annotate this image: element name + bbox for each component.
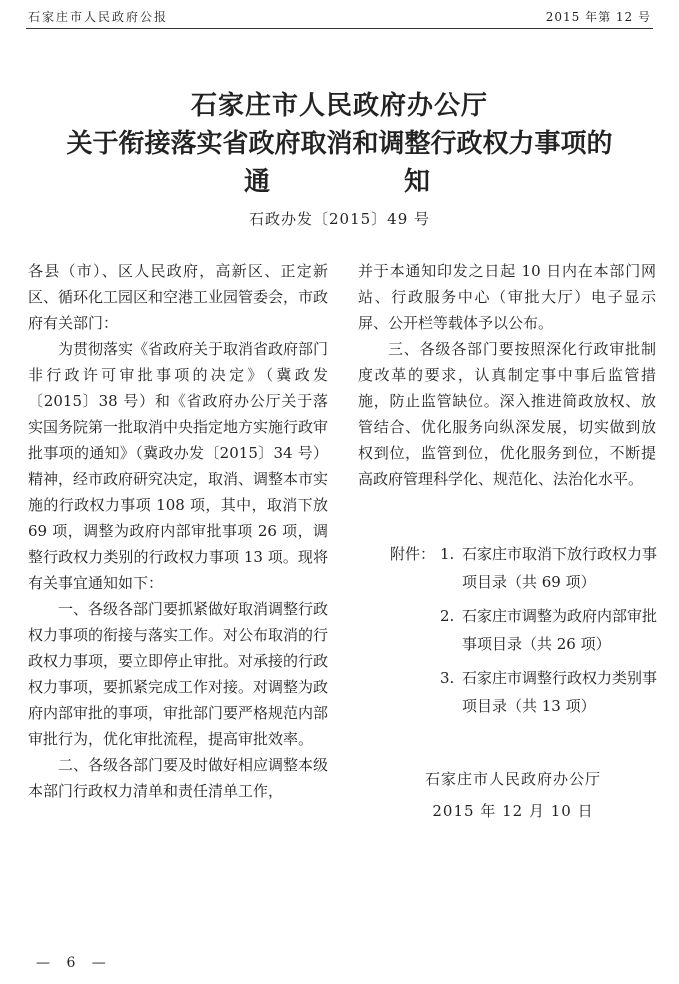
body-paragraph-2-start: 二、各级各部门要及时做好相应调整本级本部门行政权力清单和责任清单工作， [28, 756, 329, 800]
signature-organization: 石家庄市人民政府办公厅 [424, 770, 601, 788]
body-paragraph-3: 三、各级各部门要按照深化行政审批制度改革的要求，认真制定事中事后监管措施，防止监管缺位。深入推进简政放权、放管结合、优化服务向纵深发展，切实做到放权到位，监管到位，优化服务到位，不断提高政府管理科学化、规范化、法治化水平。 [358, 340, 656, 488]
page-number: — 6 — [36, 955, 112, 971]
running-header-issue: 2015 年第 12 号 [545, 10, 651, 24]
running-header-title: 石家庄市人民政府公报 [28, 10, 169, 24]
left-column [28, 258, 328, 804]
header-rule [26, 28, 653, 29]
attachment-item [390, 540, 660, 596]
doc-title-line-1: 石家庄市人民政府办公厅 [190, 91, 488, 121]
attachments-list [390, 540, 660, 720]
doc-title-line-2: 关于衔接落实省政府取消和调整行政权力事项的 [66, 129, 613, 159]
attachment-item [390, 602, 660, 658]
signature-date: 2015 年 12 月 10 日 [432, 802, 594, 820]
attachments-label: 附件： [390, 545, 436, 563]
body-paragraph-2-end: 并于本通知印发之日起 10 日内在本部门网站、行政服务中心（审批大厅）电子显示屏、公开栏等载体予以公布。 [358, 262, 656, 332]
attachment-number: 2. [440, 607, 455, 625]
doc-title-char-zhi: 知 [404, 167, 431, 197]
doc-title-char-tong: 通 [244, 167, 271, 197]
body-paragraph-1: 一、各级各部门要抓紧做好取消调整行政权力事项的衔接与落实工作。对公布取消的行政权力事项，要立即停止审批。对承接的行政权力事项，要抓紧完成工作对接。对调整为政府内部审批的事项，审批部门要严格规范内部审批行为，优化审批流程，提高审批效率。 [28, 600, 329, 748]
attachment-item [390, 664, 660, 720]
attachment-text: 石家庄市取消下放行政权力事项目录（共 69 项） [462, 545, 658, 591]
right-column [358, 258, 656, 492]
attachment-number: 3. [440, 669, 455, 687]
addressee-paragraph: 各县（市）、区人民政府，高新区、正定新区、循环化工园区和空港工业园管委会，市政府有关部门： [28, 262, 329, 332]
attachment-text: 石家庄市调整行政权力类别事项目录（共 13 项） [462, 669, 658, 715]
attachment-number: 1. [440, 545, 455, 563]
body-paragraph-intro: 为贯彻落实《省政府关于取消省政府部门非行政许可审批事项的决定》（冀政发〔2015〕38 号）和《省政府办公厅关于落实国务院第一批取消中央指定地方实施行政审批事项的通知》（冀政办发〔2015〕34 号）精神，经市政府研究决定，取消、调整本市实施的行政权力事项 108 项，其中，取消下放 69 项，调整为政府内部审批事项 26 项，调整行政权力类别的行政权力事项 13 项。现将有关事宜通知如下： [28, 340, 329, 592]
attachment-text: 石家庄市调整为政府内部审批事项目录（共 26 项） [462, 607, 658, 653]
document-number: 石政办发〔2015〕49 号 [248, 210, 431, 228]
